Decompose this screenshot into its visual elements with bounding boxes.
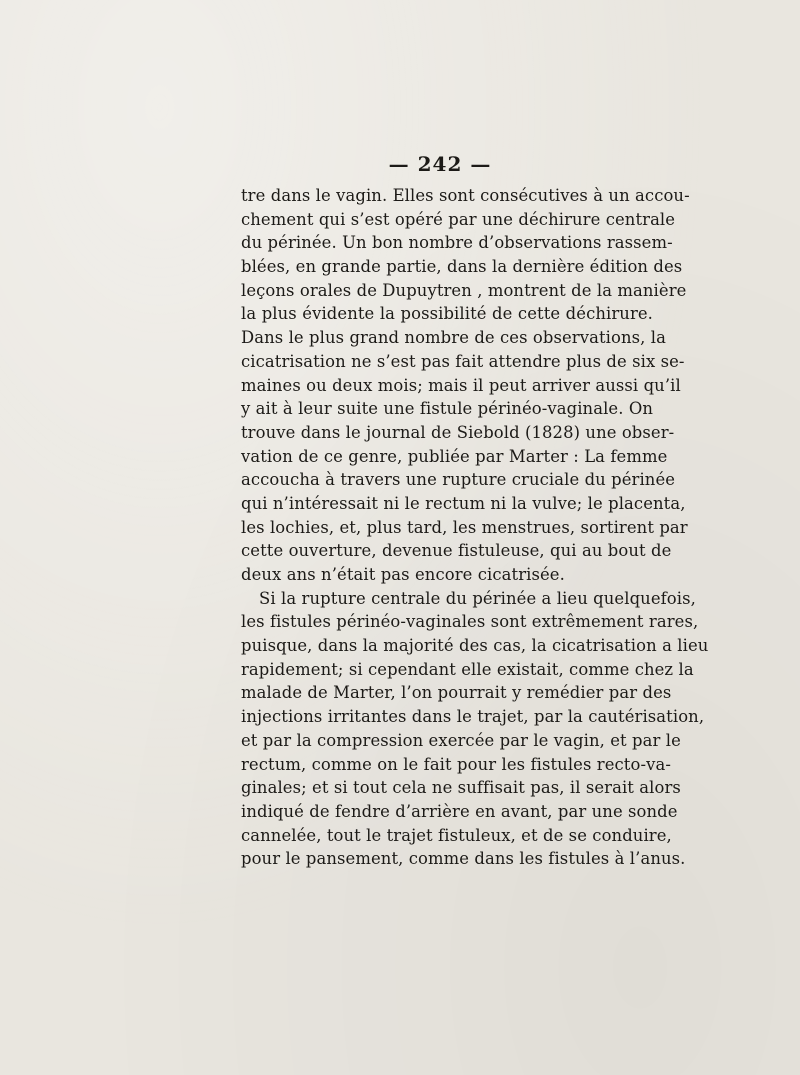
text-line: qui n’intéressait ni le rectum ni la vulve; le placenta, <box>241 493 686 513</box>
text-line: Dans le plus grand nombre de ces observations, la <box>241 328 666 348</box>
text-line: rectum, comme on le fait pour les fistules recto-va- <box>241 754 671 774</box>
text-line: les fistules périnéo-vaginales sont extrêmement rares, <box>241 612 699 632</box>
text-line: y ait à leur suite une fistule périnéo-vaginale. On <box>241 399 654 419</box>
text-line: cannelée, tout le trajet fistuleux, et de se conduire, <box>241 825 672 845</box>
text-line: blées, en grande partie, dans la dernière édition des <box>241 257 683 277</box>
text-line: malade de Marter, l’on pourrait y remédier par des <box>241 683 672 703</box>
text-line: Si la rupture centrale du périnée a lieu quelquefois, <box>259 588 696 608</box>
text-line: ginales; et si tout cela ne suffisait pas, il serait alors <box>241 778 681 798</box>
text-line: chement qui s’est opéré par une déchirure centrale <box>241 209 676 229</box>
text-line: cette ouverture, devenue fistuleuse, qui au bout de <box>241 541 672 561</box>
text-line: trouve dans le journal de Siebold (1828) une obser- <box>241 422 675 442</box>
text-line: du périnée. Un bon nombre d’observations rassem- <box>241 233 673 253</box>
text-line: cicatrisation ne s’est pas fait attendre plus de six se- <box>241 351 685 371</box>
text-line: les lochies, et, plus tard, les menstrues, sortirent par <box>241 517 688 537</box>
text-line: pour le pansement, comme dans les fistules à l’anus. <box>241 849 686 869</box>
page-number: — 242 — <box>388 152 492 176</box>
text-line: accoucha à travers une rupture cruciale du périnée <box>241 470 676 490</box>
text-line: maines ou deux mois; mais il peut arriver aussi qu’il <box>241 375 681 395</box>
text-line: rapidement; si cependant elle existait, comme chez la <box>241 659 694 679</box>
text-line: deux ans n’était pas encore cicatrisée. <box>241 565 565 584</box>
text-line: vation de ce genre, publiée par Marter : La femme <box>241 446 668 466</box>
text-line: puisque, dans la majorité des cas, la cicatrisation a lieu <box>241 636 709 656</box>
text-line: injections irritantes dans le trajet, par la cautérisation, <box>241 707 705 727</box>
body-text <box>241 184 709 871</box>
text-line: la plus évidente la possibilité de cette déchirure. <box>241 304 653 324</box>
text-line: leçons orales de Dupuytren , montrent de la manière <box>241 280 687 300</box>
text-line: tre dans le vagin. Elles sont consécutives à un accou- <box>241 186 690 205</box>
text-line: et par la compression exercée par le vagin, et par le <box>241 730 681 750</box>
text-line: indiqué de fendre d’arrière en avant, par une sonde <box>241 801 678 821</box>
